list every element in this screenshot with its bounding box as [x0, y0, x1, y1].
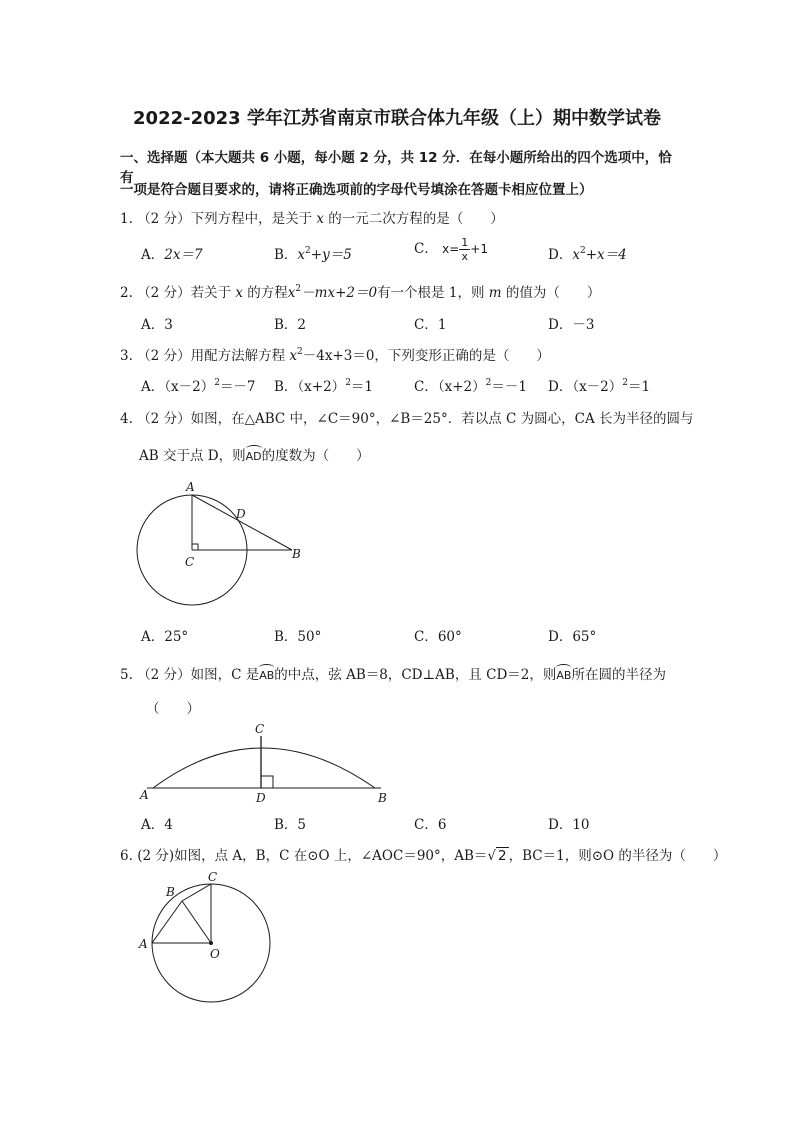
q4-label-d: D	[236, 507, 246, 521]
section-heading-line2: 一项是符合题目要求的，请将正确选项前的字母代号填涂在答题卡相应位置上）	[120, 182, 593, 198]
q6-figure	[130, 868, 280, 1008]
arc-symbol: AB	[259, 669, 275, 682]
question-2-stem: 2. （2 分）若关于 x 的方程$x^2-mx+2=0$有一个根是 1，则 m 的值为（ ）	[120, 284, 601, 301]
q5-figure	[135, 720, 395, 810]
q6-label-b: B	[166, 885, 175, 899]
q6-label-o: O	[210, 947, 220, 961]
q2-option-a[interactable]: A．3	[141, 317, 173, 333]
q2-option-d[interactable]: D．－3	[548, 317, 595, 333]
q4-option-a[interactable]: A．25°	[141, 629, 189, 645]
q6-segment-ab	[152, 901, 182, 943]
q1-option-b[interactable]: B．$x^2+y=5$	[274, 246, 352, 263]
question-4-stem-line2: AB 交于点 D，则AD的度数为（ ）	[139, 448, 370, 464]
page-title: 2022-2023 学年江苏省南京市联合体九年级（上）期中数学试卷	[133, 108, 661, 129]
question-5-stem-line2: （ ）	[146, 701, 200, 717]
q2-option-c[interactable]: C．1	[414, 317, 447, 333]
q3-option-c[interactable]: C．$(x+2)^2=-1$	[414, 378, 527, 395]
q5-label-c: C	[255, 722, 265, 736]
q3-option-b[interactable]: B．$(x+2)^2=1$	[274, 378, 374, 395]
question-4-stem-line1: 4. （2 分）如图，在△ABC 中，∠C＝90°，∠B＝25°．若以点 C 为圆心，CA 长为半径的圆与	[120, 411, 694, 427]
question-3-stem: 3. （2 分）用配方法解方程 $x^2-4x+3=0$，下列变形正确的是（ ）	[120, 347, 550, 364]
q5-right-angle-mark	[261, 776, 273, 788]
q3-option-d[interactable]: D．$(x-2)^2=1$	[548, 378, 651, 395]
q1-option-d[interactable]: D．$x^2+x=4$	[548, 246, 627, 263]
q6-label-c: C	[208, 870, 218, 884]
q5-option-c[interactable]: C．6	[414, 817, 447, 833]
arc-symbol: AD	[245, 450, 262, 463]
q4-segment-ab	[192, 495, 292, 550]
q3-option-a[interactable]: A．$(x-2)^2=-7$	[141, 378, 256, 395]
q6-center-point	[209, 941, 213, 945]
q2-option-b[interactable]: B．2	[274, 317, 307, 333]
q4-label-b: B	[292, 547, 301, 561]
q6-segment-bo	[182, 901, 211, 943]
question-number: 1.	[120, 211, 133, 227]
q5-label-d: D	[256, 791, 266, 805]
q5-option-a[interactable]: A．4	[141, 817, 173, 833]
arc-symbol: AB	[556, 669, 572, 682]
q6-segment-bc	[182, 884, 211, 901]
q4-option-d[interactable]: D．65°	[548, 629, 597, 645]
q5-label-b: B	[378, 791, 387, 805]
q5-option-d[interactable]: D．10	[548, 817, 590, 833]
sqrt-expression: √ 2	[487, 848, 507, 864]
q1-option-c[interactable]: C． x= $\frac{1}{x}$ +1	[414, 236, 488, 263]
q4-option-c[interactable]: C．60°	[414, 629, 462, 645]
q5-label-a: A	[140, 788, 149, 802]
q6-label-a: A	[139, 937, 148, 951]
question-score: （2 分）	[137, 211, 191, 227]
q4-option-b[interactable]: B．50°	[274, 629, 322, 645]
q1-option-a[interactable]: A．2x＝7	[141, 247, 203, 263]
question-6-stem: 6. (2 分)如图，点 A，B，C 在⊙O 上，∠AOC＝90°，AB＝√ 2 ，BC＝1，则⊙O 的半径为（ ）	[120, 848, 727, 864]
q4-label-c: C	[185, 555, 195, 569]
q4-label-a: A	[186, 480, 195, 494]
question-5-stem-line1: 5. （2 分）如图，C 是AB的中点，弦 AB＝8，CD⊥AB，且 CD＝2，则AB所在圆的半径为	[120, 667, 666, 683]
section-heading-line1: 一、选择题（本大题共 6 小题，每小题 2 分，共 12 分．在每小题所给出的四个选项中，恰有	[120, 150, 672, 186]
q5-option-b[interactable]: B．5	[274, 817, 307, 833]
q4-figure	[130, 472, 310, 612]
question-1-stem: 1. （2 分）下列方程中，是关于 x 的一元二次方程的是（ ）	[120, 211, 504, 227]
q5-arc-ab	[153, 748, 375, 788]
q4-right-angle-mark	[192, 544, 198, 550]
